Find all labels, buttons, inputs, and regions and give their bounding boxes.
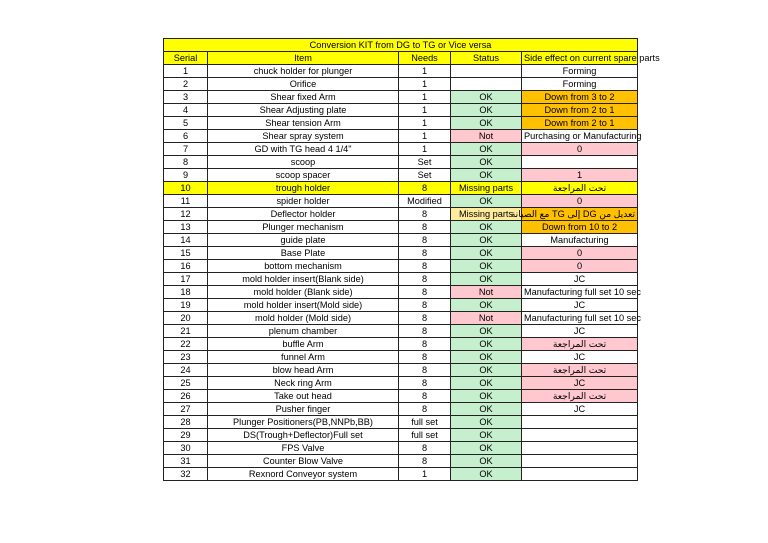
cell-serial: 19	[164, 299, 208, 312]
cell-item: Base Plate	[208, 247, 399, 260]
cell-needs: 8	[399, 364, 451, 377]
cell-item: Shear Adjusting plate	[208, 104, 399, 117]
table-row	[164, 390, 638, 403]
cell-side-effect: Down from 2 to 1	[522, 117, 638, 130]
cell-needs: 8	[399, 234, 451, 247]
cell-side-effect: JC	[522, 403, 638, 416]
cell-side-effect: JC	[522, 299, 638, 312]
header-status: Status	[451, 52, 522, 65]
table-row	[164, 442, 638, 455]
cell-needs: 1	[399, 65, 451, 78]
cell-status: OK	[451, 169, 522, 182]
cell-side-effect: JC	[522, 325, 638, 338]
cell-needs: 1	[399, 468, 451, 481]
cell-status: Missing parts	[451, 208, 522, 221]
cell-needs: 8	[399, 221, 451, 234]
cell-serial: 8	[164, 156, 208, 169]
title-row	[164, 39, 638, 52]
cell-item: FPS Valve	[208, 442, 399, 455]
cell-item: Counter Blow Valve	[208, 455, 399, 468]
cell-status: OK	[451, 351, 522, 364]
cell-serial: 18	[164, 286, 208, 299]
cell-side-effect: JC	[522, 377, 638, 390]
cell-needs: 1	[399, 78, 451, 91]
cell-needs: 8	[399, 182, 451, 195]
cell-side-effect	[522, 442, 638, 455]
table-row	[164, 143, 638, 156]
cell-item: Shear fixed Arm	[208, 91, 399, 104]
cell-needs: 8	[399, 299, 451, 312]
cell-serial: 23	[164, 351, 208, 364]
cell-side-effect: Manufacturing full set 10 sec	[522, 286, 638, 299]
cell-side-effect: Forming	[522, 78, 638, 91]
cell-serial: 7	[164, 143, 208, 156]
cell-side-effect: 0	[522, 247, 638, 260]
cell-item: funnel Arm	[208, 351, 399, 364]
cell-status: OK	[451, 104, 522, 117]
cell-item: Shear tension Arm	[208, 117, 399, 130]
cell-needs: Modified	[399, 195, 451, 208]
table-row	[164, 364, 638, 377]
cell-item: Neck ring Arm	[208, 377, 399, 390]
table-row	[164, 260, 638, 273]
cell-side-effect	[522, 416, 638, 429]
cell-needs: Set	[399, 169, 451, 182]
cell-needs: 1	[399, 117, 451, 130]
cell-status: OK	[451, 377, 522, 390]
cell-status: OK	[451, 416, 522, 429]
table-row	[164, 234, 638, 247]
cell-status	[451, 65, 522, 78]
cell-needs: 8	[399, 442, 451, 455]
cell-status: OK	[451, 234, 522, 247]
cell-status: OK	[451, 195, 522, 208]
cell-status: OK	[451, 468, 522, 481]
cell-side-effect: 0	[522, 195, 638, 208]
table-row	[164, 351, 638, 364]
cell-status: Missing parts	[451, 182, 522, 195]
cell-status: OK	[451, 221, 522, 234]
cell-side-effect	[522, 429, 638, 442]
table-title: Conversion KIT from DG to TG or Vice versa	[164, 39, 638, 52]
cell-status: OK	[451, 273, 522, 286]
cell-status	[451, 78, 522, 91]
cell-status: OK	[451, 364, 522, 377]
cell-needs: 8	[399, 273, 451, 286]
cell-needs: 8	[399, 455, 451, 468]
cell-item: Orifice	[208, 78, 399, 91]
cell-needs: 1	[399, 91, 451, 104]
cell-serial: 21	[164, 325, 208, 338]
cell-item: mold holder (Blank side)	[208, 286, 399, 299]
table-row	[164, 416, 638, 429]
cell-side-effect: Down from 2 to 1	[522, 104, 638, 117]
table-body	[164, 39, 660, 481]
cell-needs: 8	[399, 286, 451, 299]
cell-needs: 1	[399, 143, 451, 156]
cell-status: OK	[451, 117, 522, 130]
table-row	[164, 468, 638, 481]
cell-side-effect	[522, 455, 638, 468]
cell-item: Rexnord Conveyor system	[208, 468, 399, 481]
table-row	[164, 78, 638, 91]
cell-needs: Set	[399, 156, 451, 169]
cell-needs: 8	[399, 312, 451, 325]
table-row	[164, 195, 638, 208]
cell-item: Deflector holder	[208, 208, 399, 221]
cell-side-effect: 1	[522, 169, 638, 182]
table-row	[164, 455, 638, 468]
cell-serial: 13	[164, 221, 208, 234]
cell-item: Plunger mechanism	[208, 221, 399, 234]
cell-needs: 8	[399, 325, 451, 338]
table-row	[164, 117, 638, 130]
cell-side-effect: 0	[522, 260, 638, 273]
cell-item: GD with TG head 4 1/4"	[208, 143, 399, 156]
cell-side-effect: Manufacturing full set 10 sec	[522, 312, 638, 325]
cell-needs: full set	[399, 416, 451, 429]
table-row	[164, 91, 638, 104]
cell-item: guide plate	[208, 234, 399, 247]
cell-side-effect: تحت المراجعة	[522, 338, 638, 351]
cell-serial: 11	[164, 195, 208, 208]
cell-status: OK	[451, 455, 522, 468]
cell-item: mold holder insert(Mold side)	[208, 299, 399, 312]
cell-serial: 32	[164, 468, 208, 481]
cell-item: Take out head	[208, 390, 399, 403]
cell-serial: 26	[164, 390, 208, 403]
cell-needs: 8	[399, 208, 451, 221]
cell-item: bottom mechanism	[208, 260, 399, 273]
cell-serial: 29	[164, 429, 208, 442]
cell-serial: 9	[164, 169, 208, 182]
table-row	[164, 377, 638, 390]
cell-item: Pusher finger	[208, 403, 399, 416]
cell-serial: 12	[164, 208, 208, 221]
header-row	[164, 52, 638, 65]
cell-serial: 10	[164, 182, 208, 195]
table-row	[164, 299, 638, 312]
cell-side-effect: JC	[522, 351, 638, 364]
cell-status: Not	[451, 312, 522, 325]
cell-needs: 1	[399, 104, 451, 117]
cell-item: DS(Trough+Deflector)Full set	[208, 429, 399, 442]
cell-item: trough holder	[208, 182, 399, 195]
cell-needs: 8	[399, 247, 451, 260]
cell-side-effect: JC	[522, 273, 638, 286]
cell-status: OK	[451, 429, 522, 442]
cell-status: OK	[451, 247, 522, 260]
header-needs: Needs	[399, 52, 451, 65]
cell-status: Not	[451, 286, 522, 299]
cell-status: OK	[451, 156, 522, 169]
cell-status: OK	[451, 390, 522, 403]
cell-side-effect: Down from 10 to 2	[522, 221, 638, 234]
cell-needs: 8	[399, 390, 451, 403]
cell-needs: 8	[399, 351, 451, 364]
cell-item: Shear spray system	[208, 130, 399, 143]
cell-status: OK	[451, 260, 522, 273]
header-item: Item	[208, 52, 399, 65]
header-serial: Serial	[164, 52, 208, 65]
cell-item: blow head Arm	[208, 364, 399, 377]
header-side-effect: Side effect on current spare parts	[522, 52, 638, 65]
table-row	[164, 156, 638, 169]
table-row	[164, 182, 638, 195]
table-row	[164, 169, 638, 182]
cell-status: OK	[451, 325, 522, 338]
cell-serial: 15	[164, 247, 208, 260]
cell-status: Not	[451, 130, 522, 143]
table-row	[164, 247, 638, 260]
cell-serial: 16	[164, 260, 208, 273]
cell-serial: 31	[164, 455, 208, 468]
cell-serial: 3	[164, 91, 208, 104]
cell-serial: 25	[164, 377, 208, 390]
table-row	[164, 286, 638, 299]
cell-serial: 27	[164, 403, 208, 416]
cell-status: OK	[451, 442, 522, 455]
cell-side-effect: Purchasing or Manufacturing	[522, 130, 638, 143]
cell-item: mold holder insert(Blank side)	[208, 273, 399, 286]
cell-status: OK	[451, 338, 522, 351]
cell-needs: full set	[399, 429, 451, 442]
table-row	[164, 208, 638, 221]
cell-item: Plunger Positioners(PB,NNPb,BB)	[208, 416, 399, 429]
cell-side-effect: تحت المراجعة	[522, 364, 638, 377]
cell-needs: 8	[399, 377, 451, 390]
cell-item: scoop spacer	[208, 169, 399, 182]
cell-serial: 20	[164, 312, 208, 325]
cell-status: OK	[451, 143, 522, 156]
cell-item: mold holder (Mold side)	[208, 312, 399, 325]
table-row	[164, 65, 638, 78]
table-row	[164, 312, 638, 325]
cell-serial: 28	[164, 416, 208, 429]
table-row	[164, 273, 638, 286]
cell-status: OK	[451, 91, 522, 104]
cell-side-effect: 0	[522, 143, 638, 156]
cell-status: OK	[451, 403, 522, 416]
cell-side-effect: Forming	[522, 65, 638, 78]
cell-serial: 2	[164, 78, 208, 91]
cell-side-effect: Down from 3 to 2	[522, 91, 638, 104]
cell-side-effect: تحت المراجعة	[522, 390, 638, 403]
cell-item: scoop	[208, 156, 399, 169]
cell-needs: 8	[399, 403, 451, 416]
table-row	[164, 338, 638, 351]
cell-serial: 30	[164, 442, 208, 455]
cell-serial: 5	[164, 117, 208, 130]
cell-side-effect	[522, 156, 638, 169]
cell-side-effect	[522, 468, 638, 481]
cell-item: plenum chamber	[208, 325, 399, 338]
table-row	[164, 403, 638, 416]
table-row	[164, 429, 638, 442]
cell-serial: 14	[164, 234, 208, 247]
table-row	[164, 221, 638, 234]
cell-serial: 17	[164, 273, 208, 286]
cell-item: chuck holder for plunger	[208, 65, 399, 78]
cell-serial: 4	[164, 104, 208, 117]
cell-serial: 22	[164, 338, 208, 351]
cell-status: OK	[451, 299, 522, 312]
cell-item: spider holder	[208, 195, 399, 208]
cell-side-effect: تعديل من DG إلى TG مع الصيانة	[522, 208, 638, 221]
cell-serial: 6	[164, 130, 208, 143]
conversion-kit-table	[163, 38, 660, 481]
table-row	[164, 325, 638, 338]
table-row	[164, 104, 638, 117]
cell-needs: 8	[399, 260, 451, 273]
table-row	[164, 130, 638, 143]
cell-serial: 24	[164, 364, 208, 377]
cell-needs: 8	[399, 338, 451, 351]
cell-side-effect: Manufacturing	[522, 234, 638, 247]
cell-needs: 1	[399, 130, 451, 143]
cell-item: buffle Arm	[208, 338, 399, 351]
cell-side-effect: تحت المراجعة	[522, 182, 638, 195]
cell-serial: 1	[164, 65, 208, 78]
